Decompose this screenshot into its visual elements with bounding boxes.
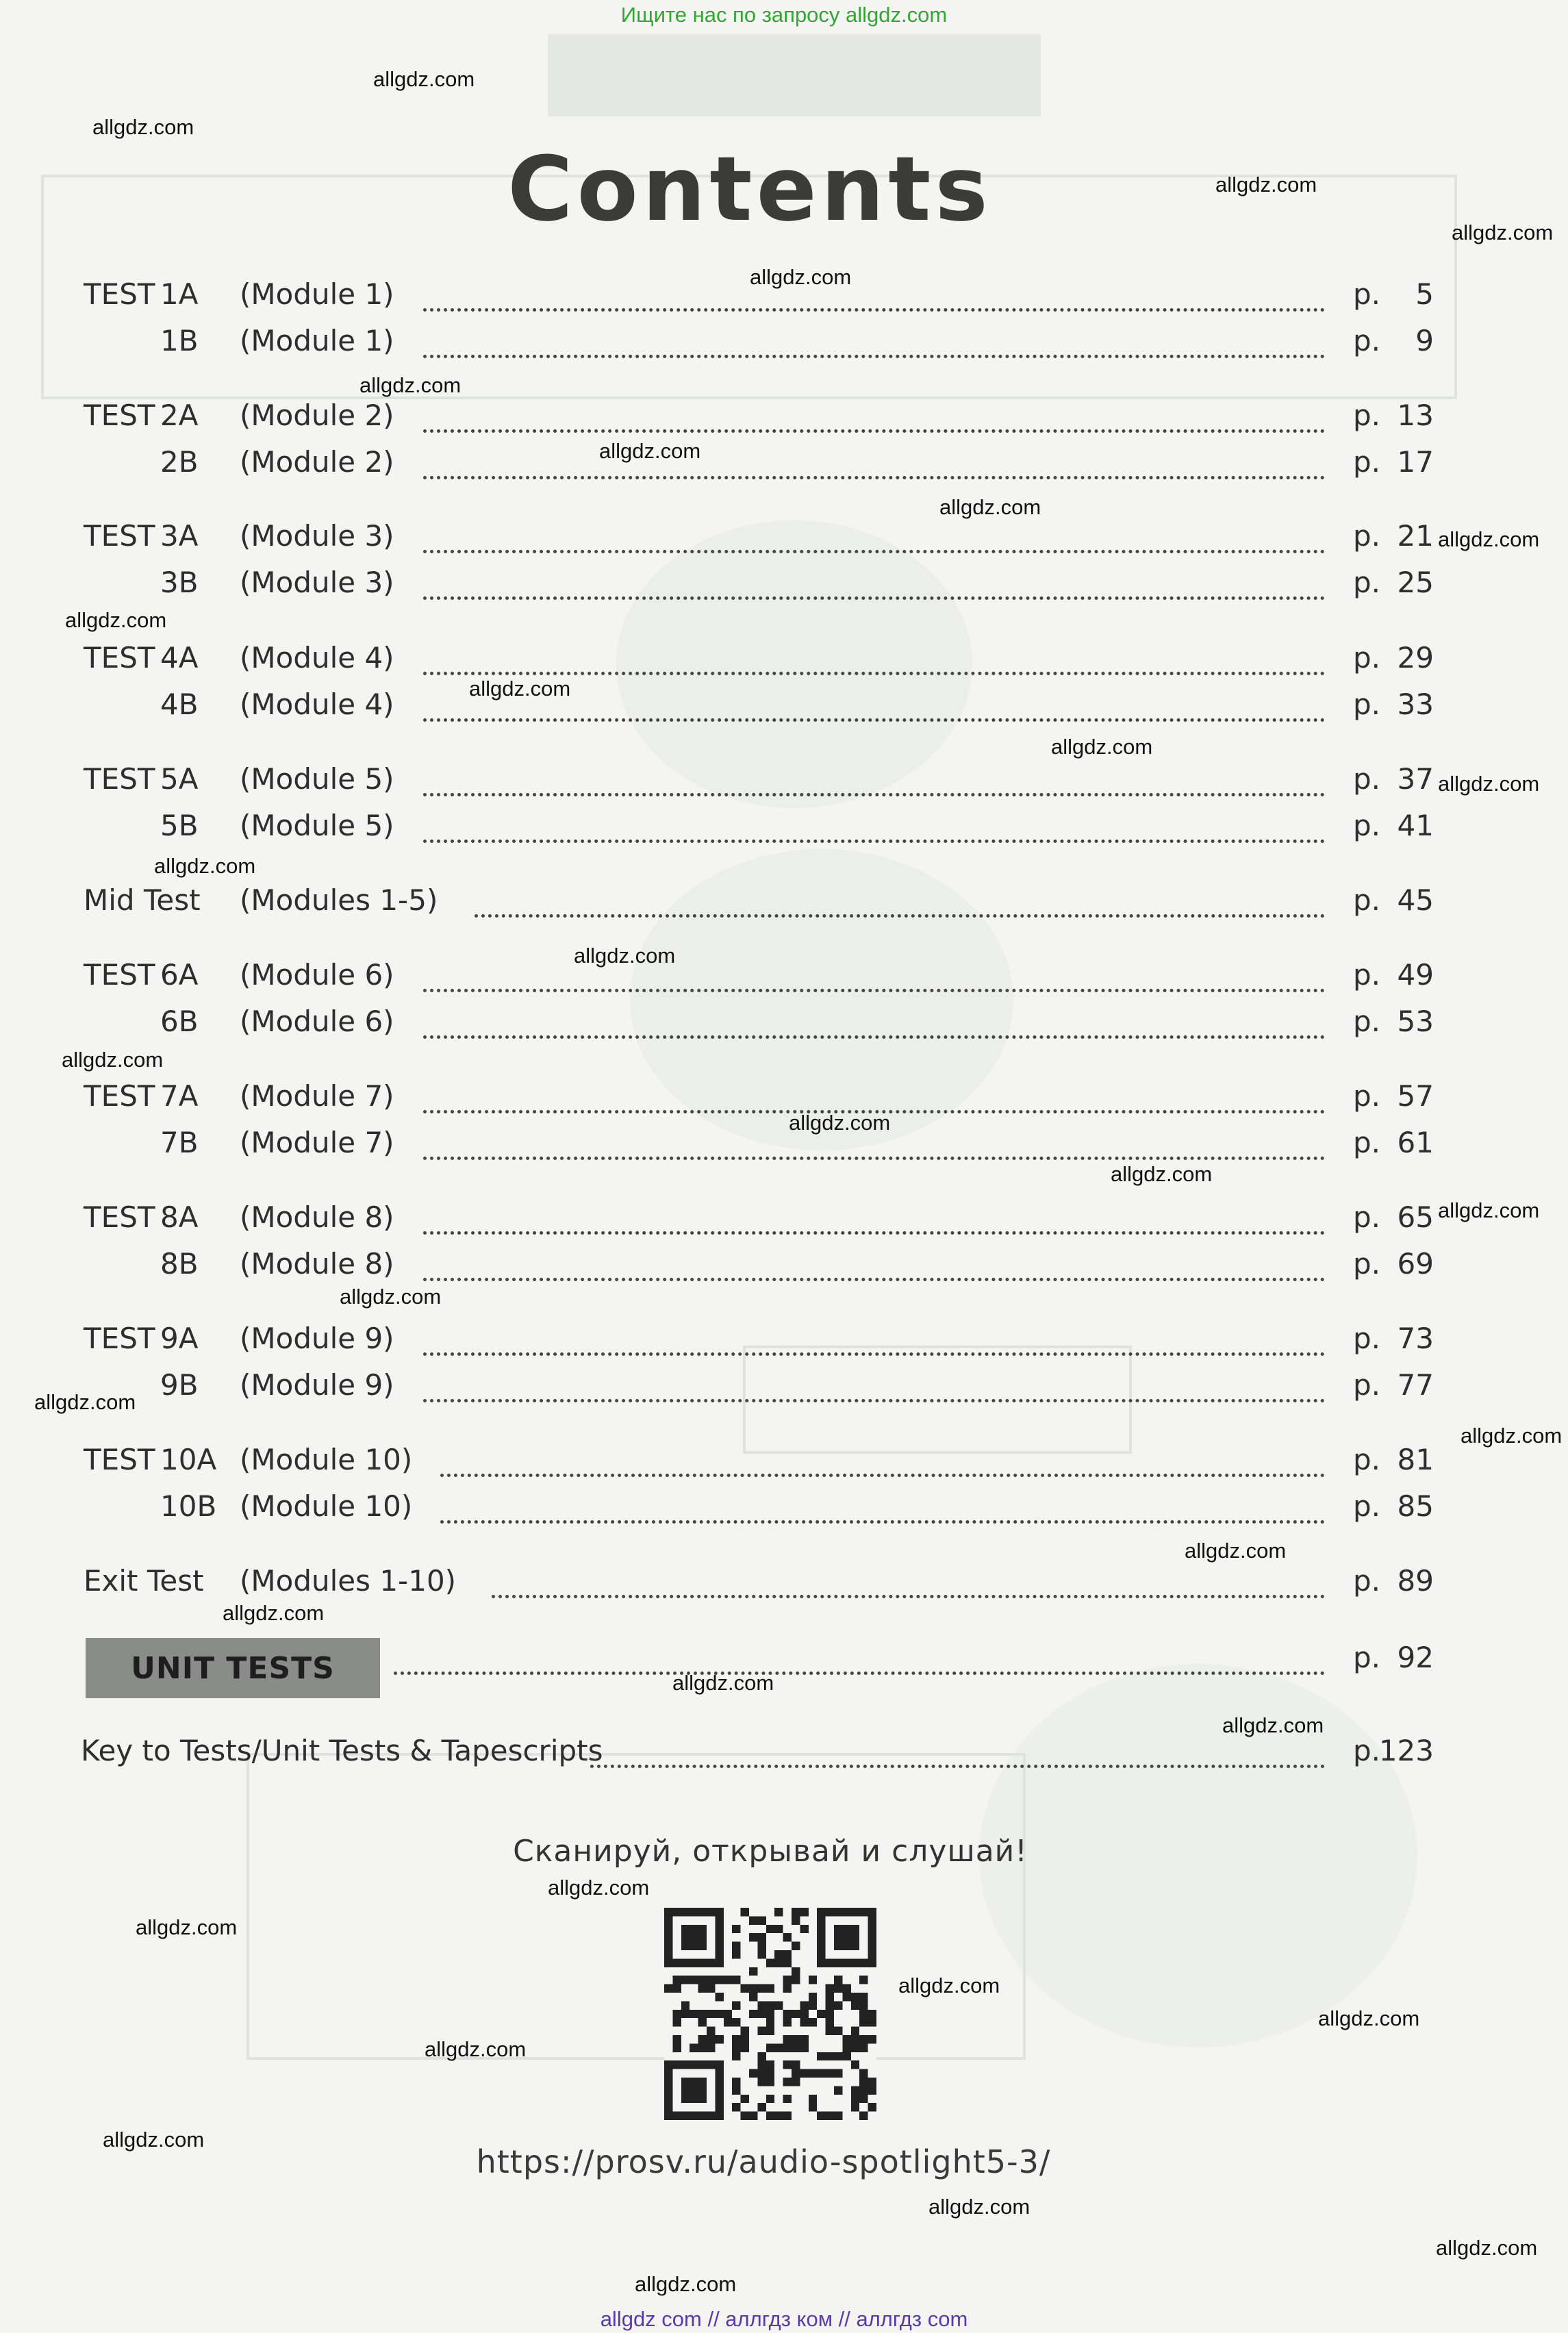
toc-test-code: 10B — [160, 1489, 217, 1523]
toc-module: (Module 2) — [240, 399, 394, 432]
dot-leader — [423, 1278, 1325, 1281]
watermark-text: allgdz.com — [1452, 220, 1554, 244]
toc-test-code: 4B — [160, 688, 199, 721]
toc-test-code: 2B — [160, 445, 199, 479]
toc-row-key — [0, 1734, 1568, 1778]
toc-module: (Module 4) — [240, 641, 394, 674]
toc-test-code: 5A — [160, 762, 199, 796]
watermark-text: allgdz.com — [1185, 1539, 1287, 1563]
toc-module: (Module 9) — [240, 1322, 394, 1355]
page-prefix: p. — [1353, 566, 1381, 599]
page-number: 17 — [1397, 445, 1434, 479]
toc-row — [0, 566, 1568, 609]
page-prefix: p. — [1353, 1247, 1381, 1281]
watermark-text: allgdz.com — [359, 373, 461, 397]
watermark-text: allgdz.com — [92, 115, 194, 139]
watermark-text: allgdz.com — [672, 1671, 774, 1695]
toc-test-label: TEST — [84, 641, 155, 674]
reverse-page-shadow — [548, 34, 1041, 116]
watermark-text: allgdz.com — [1318, 2006, 1420, 2030]
dot-leader — [440, 1520, 1325, 1524]
toc-module: (Module 2) — [240, 445, 394, 479]
page-number: 53 — [1397, 1005, 1434, 1038]
scan-instruction: Сканируй, открывай и слушай! — [513, 1834, 1028, 1869]
page-prefix: p. — [1353, 1126, 1381, 1159]
watermark-text: allgdz.com — [1436, 2236, 1538, 2260]
watermark-text: allgdz.com — [750, 265, 852, 289]
dot-leader — [423, 1035, 1325, 1039]
dot-leader — [423, 1157, 1325, 1160]
page-prefix: p. — [1353, 1200, 1381, 1234]
reverse-page-shadow — [246, 1753, 1026, 2060]
toc-row — [0, 1443, 1568, 1487]
watermark-text: allgdz.com — [789, 1111, 891, 1135]
toc-test-code: 1B — [160, 324, 199, 357]
watermark-text: allgdz.com — [103, 2128, 205, 2152]
watermark-text: allgdz.com — [1438, 527, 1540, 551]
page-prefix: p. — [1353, 1734, 1381, 1767]
watermark-text: allgdz.com — [1438, 1198, 1540, 1222]
dot-leader — [423, 1231, 1325, 1235]
toc-test-label: TEST — [84, 519, 155, 553]
toc-row — [0, 958, 1568, 1002]
page-number: 69 — [1397, 1247, 1434, 1281]
watermark-text: allgdz.com — [65, 608, 167, 632]
watermark-text: allgdz.com — [62, 1048, 164, 1072]
watermark-text: allgdz.com — [469, 677, 571, 701]
toc-row — [0, 1247, 1568, 1291]
toc-test-label: TEST — [84, 762, 155, 796]
toc-module: (Module 5) — [240, 809, 394, 842]
toc-row — [0, 519, 1568, 563]
unit-tests-badge: UNIT TESTS — [86, 1638, 380, 1698]
toc-module: (Module 6) — [240, 958, 394, 992]
dot-leader — [423, 308, 1325, 312]
dot-leader — [423, 429, 1325, 433]
toc-test-code: 4A — [160, 641, 199, 674]
page-number: 9 — [1415, 324, 1434, 357]
watermark-text: allgdz.com — [223, 1601, 325, 1625]
page-prefix: p. — [1353, 958, 1381, 992]
top-link[interactable]: Ищите нас по запросу allgdz.com — [620, 3, 948, 27]
page-prefix: p. — [1353, 277, 1381, 311]
page-number: 5 — [1415, 277, 1434, 311]
watermark-text: allgdz.com — [574, 944, 676, 968]
dot-leader — [423, 355, 1325, 358]
toc-test-code: 8A — [160, 1200, 199, 1234]
dot-leader — [423, 840, 1325, 843]
page-prefix: p. — [1353, 399, 1381, 432]
dot-leader — [423, 476, 1325, 479]
toc-module: (Module 7) — [240, 1079, 394, 1113]
page-prefix: p. — [1353, 809, 1381, 842]
toc-row — [0, 1200, 1568, 1244]
toc-row — [0, 688, 1568, 731]
toc-row — [0, 445, 1568, 489]
audio-url[interactable]: https://prosv.ru/audio-spotlight5-3/ — [476, 2143, 1051, 2180]
toc-module: (Module 3) — [240, 566, 394, 599]
watermark-text: allgdz.com — [154, 854, 256, 878]
toc-row — [0, 641, 1568, 685]
page-number: 29 — [1397, 641, 1434, 674]
page-number: 92 — [1397, 1641, 1434, 1674]
qr-code-icon[interactable] — [664, 1908, 876, 2120]
watermark-text: allgdz.com — [1215, 173, 1317, 197]
toc-row — [0, 809, 1568, 853]
page-number: 57 — [1397, 1079, 1434, 1113]
toc-test-code: 5B — [160, 809, 199, 842]
page-prefix: p. — [1353, 641, 1381, 674]
page-title: Contents — [507, 137, 992, 241]
watermark-text: allgdz.com — [1051, 735, 1153, 759]
page-number: 61 — [1397, 1126, 1434, 1159]
toc-test-label: TEST — [84, 1200, 155, 1234]
dot-leader — [423, 1352, 1325, 1356]
toc-module: (Module 8) — [240, 1247, 394, 1281]
toc-module: (Modules 1-10) — [240, 1564, 457, 1598]
toc-module: (Module 7) — [240, 1126, 394, 1159]
watermark-text: allgdz.com — [1111, 1162, 1213, 1186]
toc-module: (Module 10) — [240, 1443, 413, 1476]
toc-row-unit-tests — [0, 1641, 1568, 1685]
watermark-text: allgdz.com — [898, 1973, 1000, 1997]
dot-leader — [423, 989, 1325, 992]
dot-leader — [394, 1672, 1325, 1675]
page-prefix: p. — [1353, 1368, 1381, 1402]
dot-leader — [423, 718, 1325, 722]
page-number: 37 — [1397, 762, 1434, 796]
toc-module: (Module 3) — [240, 519, 394, 553]
toc-row — [0, 1368, 1568, 1412]
page-prefix: p. — [1353, 883, 1381, 917]
watermark-text: allgdz.com — [34, 1390, 136, 1414]
toc-module: (Module 9) — [240, 1368, 394, 1402]
page-number: 65 — [1397, 1200, 1434, 1234]
watermark-text: allgdz.com — [635, 2272, 737, 2296]
dot-leader — [423, 793, 1325, 796]
toc-test-code: 6B — [160, 1005, 199, 1038]
page-prefix: p. — [1353, 1443, 1381, 1476]
page-number: 21 — [1397, 519, 1434, 553]
toc-test-code: 1A — [160, 277, 199, 311]
watermark-text: allgdz.com — [373, 67, 475, 91]
page-number: 81 — [1397, 1443, 1434, 1476]
page-number: 49 — [1397, 958, 1434, 992]
toc-test-code: 8B — [160, 1247, 199, 1281]
dot-leader — [440, 1474, 1325, 1477]
page-number: 73 — [1397, 1322, 1434, 1355]
watermark-text: allgdz.com — [928, 2195, 1030, 2219]
watermark-text: allgdz.com — [1460, 1424, 1563, 1448]
toc-module: (Module 4) — [240, 688, 394, 721]
toc-test-label: TEST — [84, 1443, 155, 1476]
watermark-text: allgdz.com — [136, 1915, 238, 1939]
watermark-text: allgdz.com — [340, 1285, 442, 1309]
toc-test-label: Mid Test — [84, 883, 201, 917]
toc-row — [0, 324, 1568, 368]
dot-leader — [492, 1595, 1325, 1598]
toc-key-label: Key to Tests/Unit Tests & Tapescripts — [81, 1734, 603, 1767]
page-number: 123 — [1378, 1734, 1434, 1767]
page-prefix: p. — [1353, 1564, 1381, 1598]
toc-test-label: TEST — [84, 1079, 155, 1113]
dot-leader — [475, 914, 1325, 918]
dot-leader — [590, 1765, 1325, 1768]
watermark-text: allgdz.com — [599, 439, 701, 463]
toc-row — [0, 883, 1568, 927]
page-number: 41 — [1397, 809, 1434, 842]
page-prefix: p. — [1353, 445, 1381, 479]
toc-module: (Module 1) — [240, 324, 394, 357]
toc-module: (Module 10) — [240, 1489, 413, 1523]
page-prefix: p. — [1353, 519, 1381, 553]
watermark-text: allgdz.com — [1222, 1713, 1324, 1737]
toc-module: (Module 8) — [240, 1200, 394, 1234]
toc-module: (Module 6) — [240, 1005, 394, 1038]
toc-test-label: TEST — [84, 399, 155, 432]
toc-test-code: 7B — [160, 1126, 199, 1159]
page-prefix: p. — [1353, 1322, 1381, 1355]
toc-row — [0, 1489, 1568, 1533]
toc-test-code: 10A — [160, 1443, 217, 1476]
page-number: 89 — [1397, 1564, 1434, 1598]
toc-module: (Module 1) — [240, 277, 394, 311]
toc-test-label: TEST — [84, 958, 155, 992]
toc-module: (Modules 1-5) — [240, 883, 438, 917]
toc-test-code: 9B — [160, 1368, 199, 1402]
page-number: 85 — [1397, 1489, 1434, 1523]
page-prefix: p. — [1353, 1641, 1381, 1674]
toc-test-label: TEST — [84, 277, 155, 311]
dot-leader — [423, 596, 1325, 600]
toc-test-code: 2A — [160, 399, 199, 432]
toc-test-label: TEST — [84, 1322, 155, 1355]
page-prefix: p. — [1353, 324, 1381, 357]
watermark-text: allgdz.com — [548, 1876, 650, 1900]
watermark-text: allgdz.com — [939, 495, 1041, 519]
toc-row — [0, 399, 1568, 442]
toc-row — [0, 1005, 1568, 1048]
page-number: 25 — [1397, 566, 1434, 599]
bottom-links[interactable]: allgdz com // аллгдз ком // аллгдз com — [600, 2307, 968, 2331]
toc-row — [0, 1079, 1568, 1123]
toc-module: (Module 5) — [240, 762, 394, 796]
toc-row — [0, 1126, 1568, 1170]
toc-test-code: 7A — [160, 1079, 199, 1113]
toc-row — [0, 1322, 1568, 1365]
page-number: 77 — [1397, 1368, 1434, 1402]
toc-test-code: 9A — [160, 1322, 199, 1355]
page-prefix: p. — [1353, 1005, 1381, 1038]
page-number: 45 — [1397, 883, 1434, 917]
dot-leader — [423, 1399, 1325, 1402]
toc-row — [0, 762, 1568, 806]
page-prefix: p. — [1353, 688, 1381, 721]
toc-test-code: 6A — [160, 958, 199, 992]
toc-test-code: 3A — [160, 519, 199, 553]
page-prefix: p. — [1353, 1489, 1381, 1523]
watermark-text: allgdz.com — [1438, 772, 1540, 796]
page-prefix: p. — [1353, 1079, 1381, 1113]
toc-test-code: 3B — [160, 566, 199, 599]
watermark-text: allgdz.com — [425, 2037, 527, 2061]
page-number: 13 — [1397, 399, 1434, 432]
page-prefix: p. — [1353, 762, 1381, 796]
toc-test-label: Exit Test — [84, 1564, 204, 1598]
page-number: 33 — [1397, 688, 1434, 721]
dot-leader — [423, 672, 1325, 675]
dot-leader — [423, 550, 1325, 553]
